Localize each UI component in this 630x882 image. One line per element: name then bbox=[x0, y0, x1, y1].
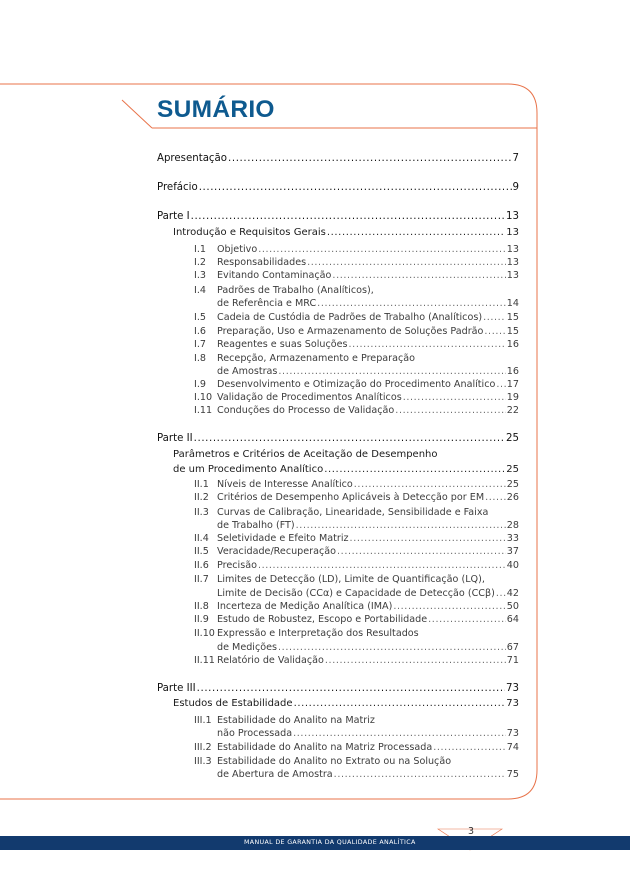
toc-page: 13 bbox=[506, 257, 519, 268]
toc-label-line1: Padrões de Trabalho (Analíticos), bbox=[217, 285, 374, 296]
toc-label: Parte II bbox=[157, 433, 193, 444]
dot-leader bbox=[334, 768, 506, 782]
toc-page: 42 bbox=[506, 588, 519, 599]
toc-label-line1: Curvas de Calibração, Linearidade, Sensibilidade e Faixa bbox=[217, 507, 489, 518]
dot-leader bbox=[197, 682, 505, 696]
toc-item-number: III.3 bbox=[194, 756, 212, 767]
dot-leader bbox=[433, 741, 506, 755]
toc-label: Validação de Procedimentos Analíticos bbox=[217, 392, 402, 403]
toc-label: de um Procedimento Analítico bbox=[173, 464, 324, 475]
dot-leader bbox=[354, 478, 506, 492]
toc-page: 73 bbox=[506, 698, 519, 709]
dot-leader bbox=[296, 519, 506, 533]
toc-label: Reagentes e suas Soluções bbox=[217, 339, 348, 350]
toc-label: Limite de Decisão (CCα) e Capacidade de Detecção (CCβ) bbox=[217, 588, 495, 599]
dot-leader bbox=[496, 587, 506, 601]
dot-leader bbox=[325, 654, 506, 668]
toc-item-number: III.2 bbox=[194, 742, 212, 753]
toc-label-line1: Parâmetros e Critérios de Aceitação de Desempenho bbox=[173, 449, 438, 460]
toc-item-number: I.7 bbox=[194, 339, 206, 350]
toc-label: Responsabilidades bbox=[217, 257, 307, 268]
toc-item-number: I.8 bbox=[194, 353, 206, 364]
toc-label: Objetivo bbox=[217, 244, 258, 255]
toc-page: 13 bbox=[506, 270, 519, 281]
toc-section-parte-3[interactable] bbox=[173, 697, 519, 711]
dot-leader bbox=[393, 600, 505, 614]
toc-label: Cadeia de Custódia de Padrões de Trabalho (Analíticos) bbox=[217, 312, 483, 323]
toc-label: Estudo de Robustez, Escopo e Portabilidade bbox=[217, 614, 428, 625]
toc-page: 71 bbox=[506, 655, 519, 666]
toc-page: 19 bbox=[506, 392, 519, 403]
toc-item-number: I.11 bbox=[194, 405, 213, 416]
toc-label: Introdução e Requisitos Gerais bbox=[173, 227, 326, 238]
dot-leader bbox=[324, 463, 505, 477]
dot-leader bbox=[327, 226, 505, 240]
toc-item-number: III.1 bbox=[194, 715, 212, 726]
toc-label: Níveis de Interesse Analítico bbox=[217, 479, 353, 490]
toc-label: Apresentação bbox=[157, 153, 228, 164]
toc-page: 33 bbox=[506, 533, 519, 544]
toc-page: 73 bbox=[506, 683, 519, 694]
toc-item-number: II.11 bbox=[194, 655, 215, 666]
toc-item-number: I.1 bbox=[194, 244, 206, 255]
toc-page: 67 bbox=[506, 642, 519, 653]
toc-page: 14 bbox=[506, 298, 519, 309]
toc-label: Evitando Contaminação bbox=[217, 270, 332, 281]
toc-label: Parte I bbox=[157, 211, 190, 222]
toc-item-number: II.4 bbox=[194, 533, 209, 544]
toc-item-number: II.5 bbox=[194, 546, 209, 557]
toc-label-line1: Recepção, Armazenamento e Preparação bbox=[217, 353, 416, 364]
toc-label: Precisão bbox=[217, 560, 257, 571]
dot-leader bbox=[428, 613, 506, 627]
toc-page: 15 bbox=[506, 312, 519, 323]
toc-label: Conduções do Processo de Validação bbox=[217, 405, 395, 416]
toc-item-number: I.3 bbox=[194, 270, 206, 281]
toc-page: 50 bbox=[506, 601, 519, 612]
toc-item-number: II.10 bbox=[194, 628, 215, 639]
dot-leader bbox=[496, 378, 505, 392]
dot-leader bbox=[278, 641, 506, 655]
toc-page: 37 bbox=[506, 546, 519, 557]
dot-leader bbox=[294, 697, 506, 711]
page-number: 3 bbox=[468, 826, 475, 837]
toc-entry-parte-3[interactable] bbox=[157, 682, 519, 696]
toc-page: 25 bbox=[506, 433, 519, 444]
footer-title: MANUAL DE GARANTIA DA QUALIDADE ANALÍTICA bbox=[244, 839, 416, 846]
toc-label-line1: Expressão e Interpretação dos Resultados bbox=[217, 628, 419, 639]
toc-item-number: II.3 bbox=[194, 507, 209, 518]
dot-leader bbox=[485, 491, 506, 505]
title-accent-line bbox=[122, 100, 152, 128]
toc-page: 40 bbox=[506, 560, 519, 571]
dot-leader bbox=[307, 256, 506, 270]
toc-item-number: I.4 bbox=[194, 285, 206, 296]
toc-page: 15 bbox=[506, 326, 519, 337]
toc-label: Incerteza de Medição Analítica (IMA) bbox=[217, 601, 393, 612]
toc-page: 16 bbox=[506, 366, 519, 377]
toc-label-line1: Estabilidade do Analito no Extrato ou na Solução bbox=[217, 756, 452, 767]
toc-entry-parte-1[interactable] bbox=[157, 210, 519, 224]
toc-page: 28 bbox=[506, 520, 519, 531]
toc-item-number: I.5 bbox=[194, 312, 206, 323]
toc-label-line1: Limites de Detecção (LD), Limite de Quantificação (LQ), bbox=[217, 574, 485, 585]
dot-leader bbox=[199, 181, 512, 195]
toc-label: Preparação, Uso e Armazenamento de Soluções Padrão bbox=[217, 326, 484, 337]
toc-label: Prefácio bbox=[157, 182, 198, 193]
dot-leader bbox=[332, 269, 505, 283]
toc-label: de Amostras bbox=[217, 366, 278, 377]
toc-label: Parte III bbox=[157, 683, 196, 694]
toc-item-number: I.9 bbox=[194, 379, 206, 390]
toc-item-number: II.2 bbox=[194, 492, 209, 503]
toc-item-number: II.8 bbox=[194, 601, 209, 612]
toc-page: 25 bbox=[506, 464, 519, 475]
toc-section-parte-1[interactable] bbox=[173, 226, 519, 240]
toc-label: Estudos de Estabilidade bbox=[173, 698, 293, 709]
toc-page: 7 bbox=[512, 153, 519, 164]
toc-label: Critérios de Desempenho Aplicáveis à Detecção por EM bbox=[217, 492, 485, 503]
dot-leader bbox=[228, 152, 512, 166]
toc-entry-apresentacao[interactable] bbox=[157, 152, 519, 166]
toc-entry-prefacio[interactable] bbox=[157, 181, 519, 195]
toc-item-number: I.6 bbox=[194, 326, 206, 337]
page-title: SUMÁRIO bbox=[157, 96, 275, 123]
dot-leader bbox=[350, 532, 506, 546]
toc-page: 26 bbox=[506, 492, 519, 503]
toc-label: de Medições bbox=[217, 642, 278, 653]
toc-page: 13 bbox=[506, 211, 519, 222]
dot-leader bbox=[194, 432, 505, 446]
toc-label: Estabilidade do Analito na Matriz Processada bbox=[217, 742, 433, 753]
toc-page: 13 bbox=[506, 227, 519, 238]
dot-leader bbox=[484, 325, 505, 339]
dot-leader bbox=[317, 297, 506, 311]
toc-page: 25 bbox=[506, 479, 519, 490]
toc-page: 13 bbox=[506, 244, 519, 255]
toc-item-number: I.2 bbox=[194, 257, 206, 268]
toc-item-number: I.10 bbox=[194, 392, 213, 403]
toc-page: 64 bbox=[506, 614, 519, 625]
dot-leader bbox=[349, 338, 506, 352]
toc-page: 75 bbox=[506, 769, 519, 780]
dot-leader bbox=[278, 365, 505, 379]
toc-item-number: II.7 bbox=[194, 574, 209, 585]
toc-entry-parte-2[interactable] bbox=[157, 432, 519, 446]
toc-label: não Processada bbox=[217, 728, 293, 739]
toc-page: 16 bbox=[506, 339, 519, 350]
toc-page: 17 bbox=[506, 379, 519, 390]
toc-label: Seletividade e Efeito Matriz bbox=[217, 533, 349, 544]
dot-leader bbox=[337, 545, 506, 559]
toc-label: de Referência e MRC bbox=[217, 298, 317, 309]
toc-label-line1: Estabilidade do Analito na Matriz bbox=[217, 715, 375, 726]
dot-leader bbox=[258, 559, 506, 573]
toc-item-number: II.1 bbox=[194, 479, 209, 490]
toc-item-number: II.9 bbox=[194, 614, 209, 625]
toc-label: de Abertura de Amostra bbox=[217, 769, 333, 780]
dot-leader bbox=[403, 391, 506, 405]
dot-leader bbox=[293, 727, 506, 741]
toc-page: 73 bbox=[506, 728, 519, 739]
toc-page: 22 bbox=[506, 405, 519, 416]
toc-item-number: II.6 bbox=[194, 560, 209, 571]
dot-leader bbox=[395, 404, 505, 418]
dot-leader bbox=[483, 311, 506, 325]
toc-page: 9 bbox=[512, 182, 519, 193]
dot-leader bbox=[258, 243, 506, 257]
dot-leader bbox=[191, 210, 505, 224]
toc-label: Relatório de Validação bbox=[217, 655, 324, 666]
toc-label: Desenvolvimento e Otimização do Procedimento Analítico bbox=[217, 379, 496, 390]
toc-label: Veracidade/Recuperação bbox=[217, 546, 337, 557]
toc-page: 74 bbox=[506, 742, 519, 753]
toc-label: de Trabalho (FT) bbox=[217, 520, 295, 531]
